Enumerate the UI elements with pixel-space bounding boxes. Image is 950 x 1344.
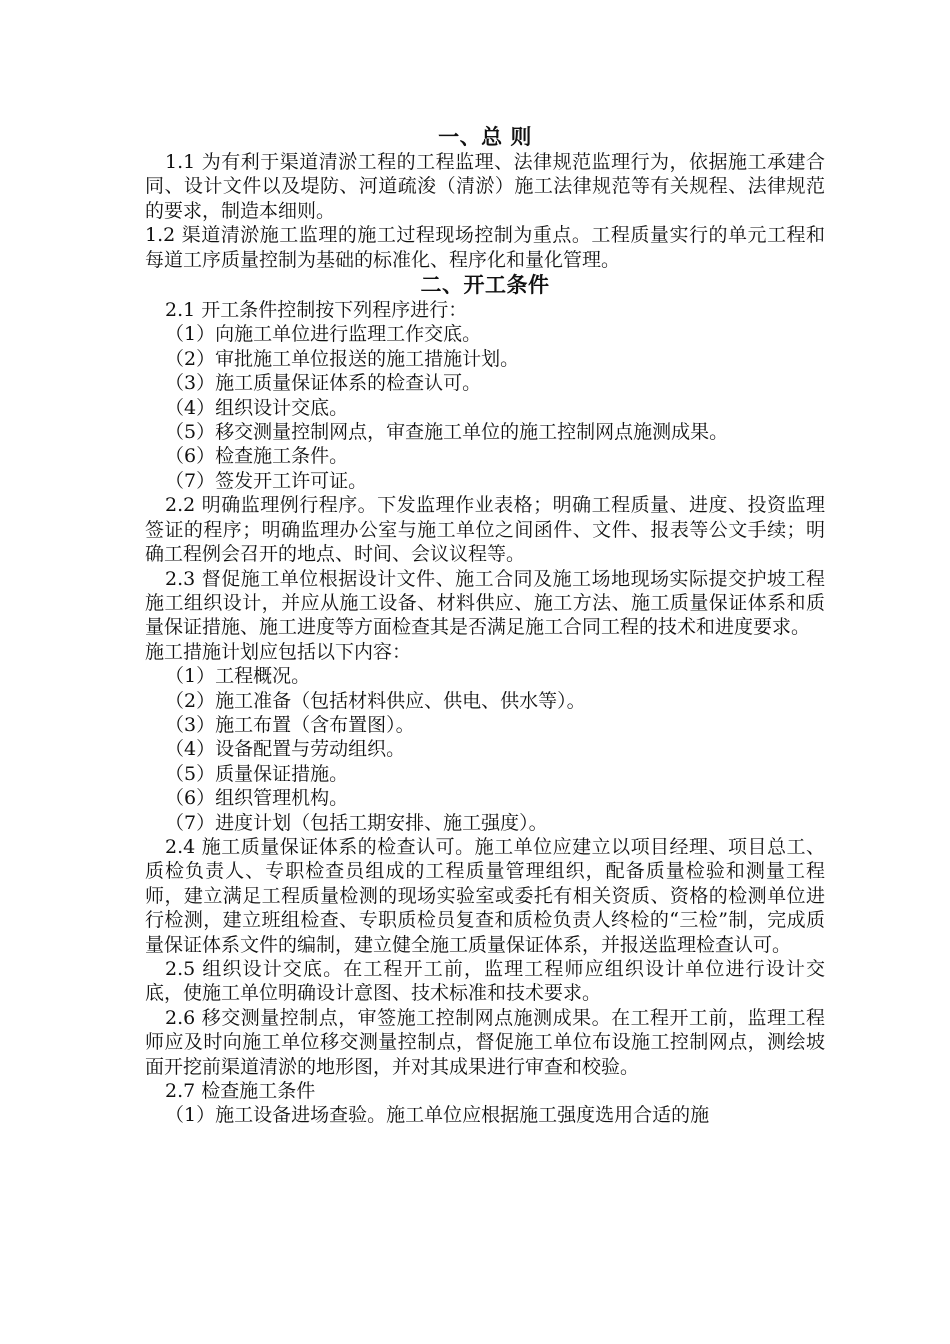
- list-item: （6）检查施工条件。: [165, 445, 349, 468]
- paragraph-2-6: 2.6 移交测量控制点，审签施工控制网点施测成果。在工程开工前，监理工程师应及时向施工单位移交测量控制点，督促施工单位布设施工控制网点，测绘坡面开挖前渠道清淤的地形图，并对其成果进行审查和校验。: [145, 1006, 825, 1078]
- list-item: （2）施工准备（包括材料供应、供电、供水等）。: [165, 689, 586, 712]
- section-heading-general: 一、总 则: [438, 124, 532, 149]
- paragraph-1-1: 1.1 为有利于渠道清淤工程的工程监理、法律规范监理行为，依据施工承建合同、设计文件以及堤防、河道疏浚（清淤）施工法律规范等有关规程、法律规范的要求，制造本细则。: [145, 151, 825, 222]
- list-item: （2）审批施工单位报送的施工措施计划。: [165, 347, 520, 370]
- list-item: （6）组织管理机构。: [165, 787, 349, 810]
- paragraph-2-7: 2.7 检查施工条件: [165, 1080, 316, 1103]
- section-heading-start-conditions: 二、开工条件: [420, 272, 550, 298]
- paragraph-2-2: 2.2 明确监理例行程序。下发监理作业表格；明确工程质量、进度、投资监理签证的程序；明确监理办公室与施工单位之间函件、文件、报表等公文手续；明确工程例会召开的地点、时间、会议议程等。: [145, 494, 825, 566]
- paragraph-1-2: 1.2 渠道清淤施工监理的施工过程现场控制为重点。工程质量实行的单元工程和每道工序质量控制为基础的标准化、程序化和量化管理。: [145, 224, 825, 271]
- list-item: （4）组织设计交底。: [165, 396, 349, 419]
- paragraph-plan-contents: 施工措施计划应包括以下内容：: [145, 640, 412, 663]
- list-item: （1）向施工单位进行监理工作交底。: [165, 323, 482, 346]
- list-item: （1）工程概况。: [165, 665, 311, 688]
- list-item: （5）质量保证措施。: [165, 762, 349, 785]
- paragraph-2-1: 2.1 开工条件控制按下列程序进行：: [165, 299, 468, 322]
- list-item: （3）施工质量保证体系的检查认可。: [165, 372, 482, 395]
- paragraph-2-4: 2.4 施工质量保证体系的检查认可。施工单位应建立以项目经理、项目总工、质检负责人、专职检查员组成的工程质量管理组织，配备质量检验和测量工程师，建立满足工程质量检测的现场实验室或委托有相关资质、资格的检测单位进行检测，建立班组检查、专职质检员复查和质检负责人终检的“三检”制，完成质量保证体系文件的编制，建立健全施工质量保证体系，并报送监理检查认可。: [145, 835, 825, 956]
- list-item: （5）移交测量控制网点，审查施工单位的施工控制网点施测成果。: [165, 421, 729, 444]
- document-page: [145, 124, 825, 1128]
- list-item: （7）签发开工许可证。: [165, 469, 368, 492]
- list-item: （3）施工布置（含布置图）。: [165, 713, 415, 736]
- list-item: （1）施工设备进场查验。施工单位应根据施工强度选用合适的施: [165, 1104, 710, 1127]
- paragraph-2-5: 2.5 组织设计交底。在工程开工前，监理工程师应组织设计单位进行设计交底，使施工单位明确设计意图、技术标准和技术要求。: [145, 958, 825, 1005]
- list-item: （7）进度计划（包括工期安排、施工强度）。: [165, 811, 548, 834]
- paragraph-2-3: 2.3 督促施工单位根据设计文件、施工合同及施工场地现场实际提交护坡工程施工组织设计，并应从施工设备、材料供应、施工方法、施工质量保证体系和质量保证措施、施工进度等方面检查其是否满足施工合同工程的技术和进度要求。: [145, 567, 825, 639]
- list-item: （4）设备配置与劳动组织。: [165, 738, 406, 761]
